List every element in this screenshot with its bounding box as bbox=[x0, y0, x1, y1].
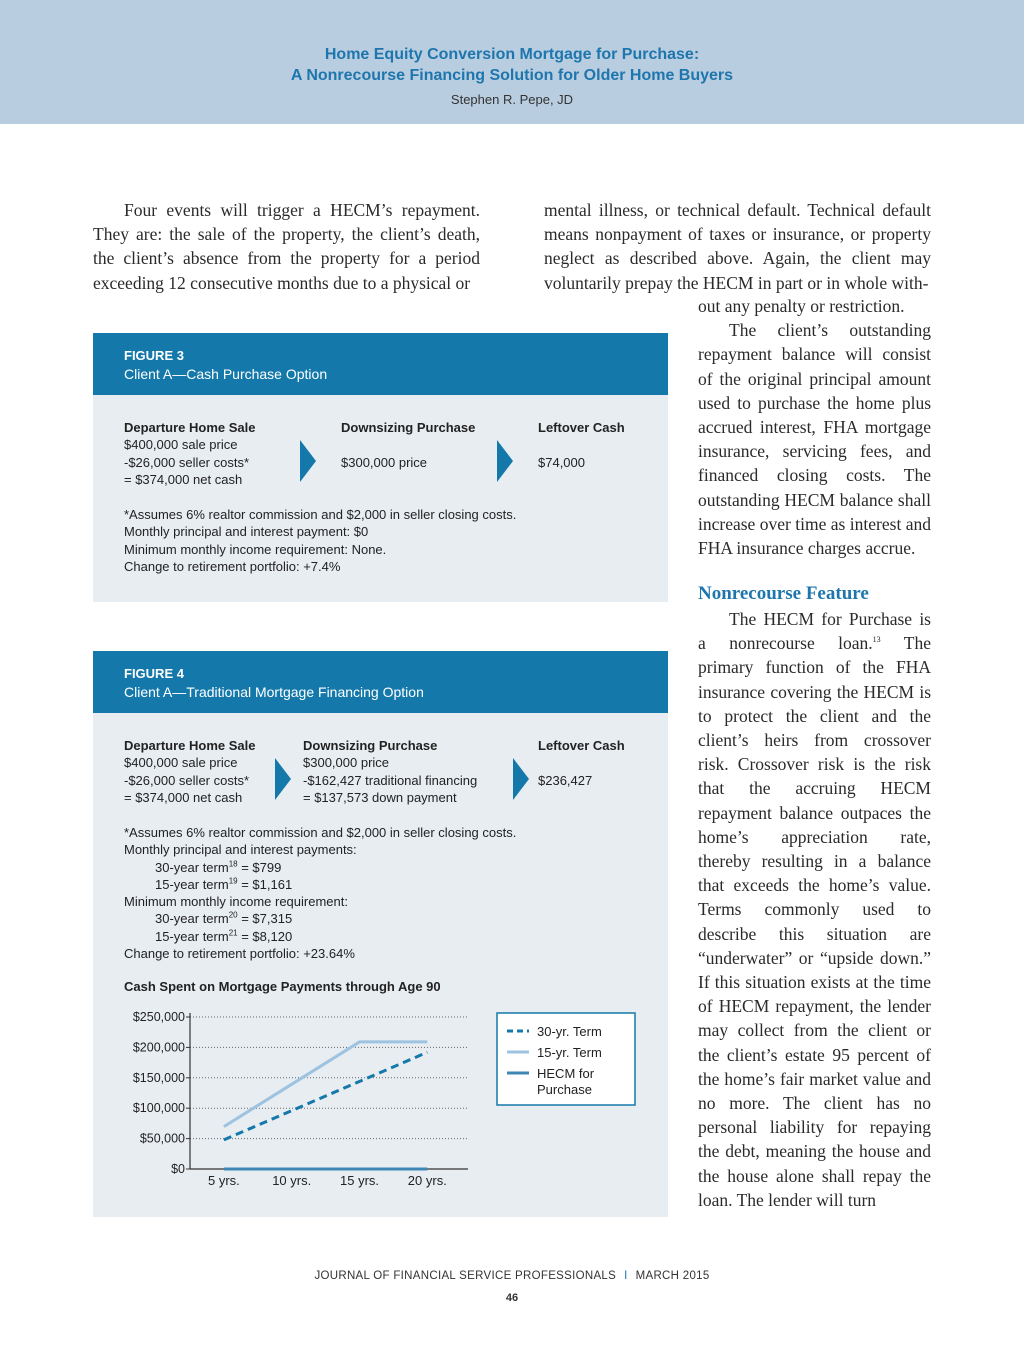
series-line-15yr-term bbox=[224, 1042, 427, 1127]
note-30yr-payment bbox=[124, 859, 516, 876]
figure-4-subtitle: Client A—Traditional Mortgage Financing Option bbox=[124, 684, 424, 700]
figure-4-leftover-cash bbox=[538, 737, 625, 789]
net-cash: = $374,000 net cash bbox=[124, 471, 243, 487]
arrow-right-icon bbox=[275, 758, 291, 800]
note-assumptions: *Assumes 6% realtor commission and $2,000 in seller closing costs. bbox=[124, 507, 517, 522]
figure-3-downsizing-purchase bbox=[341, 419, 475, 471]
y-tick-label: $150,000 bbox=[132, 1070, 185, 1085]
down-payment: = $137,573 down payment bbox=[303, 789, 457, 805]
column-heading: Leftover Cash bbox=[538, 738, 625, 753]
footnote-ref: 21 bbox=[228, 928, 238, 938]
figure-3-title-bar bbox=[93, 333, 668, 395]
y-tick-label: $250,000 bbox=[132, 1010, 185, 1024]
figure-4-downsizing-purchase bbox=[303, 737, 477, 806]
column-heading: Departure Home Sale bbox=[124, 420, 256, 435]
term-label: 30-year term bbox=[155, 859, 229, 875]
figure-3-departure-sale bbox=[124, 419, 256, 488]
paragraph-nonrecourse bbox=[698, 607, 931, 1212]
term-value: = $799 bbox=[237, 859, 282, 875]
net-cash: = $374,000 net cash bbox=[124, 789, 243, 805]
note-assumptions: *Assumes 6% realtor commission and $2,000 in seller closing costs. bbox=[124, 825, 517, 840]
journal-footer bbox=[0, 1270, 1024, 1282]
purchase-price: $300,000 price bbox=[303, 755, 390, 771]
x-tick-label: 10 yrs. bbox=[272, 1173, 312, 1188]
journal-name: JOURNAL OF FINANCIAL SERVICE PROFESSIONALS bbox=[314, 1270, 617, 1282]
chart-title: Cash Spent on Mortgage Payments through Age 90 bbox=[124, 979, 441, 994]
figure-3-label: FIGURE 3 bbox=[124, 348, 184, 363]
note-15yr-payment bbox=[124, 876, 516, 893]
figure-3-notes bbox=[124, 506, 516, 575]
term-value: = $7,315 bbox=[237, 911, 293, 927]
figure-4-label: FIGURE 4 bbox=[124, 666, 184, 681]
x-tick-label: 20 yrs. bbox=[407, 1173, 447, 1188]
note-monthly-payment: Monthly principal and interest payment: $0 bbox=[124, 524, 369, 540]
page-number: 46 bbox=[505, 1292, 519, 1304]
legend-label-30yr: 30-yr. Term bbox=[537, 1024, 602, 1039]
chart-axes bbox=[133, 1010, 468, 1188]
body-column-3-top bbox=[698, 294, 931, 560]
term-label: 15-year term bbox=[155, 928, 229, 944]
arrow-right-icon bbox=[300, 440, 316, 482]
chart-legend bbox=[497, 1013, 635, 1105]
leftover-cash-value: $74,000 bbox=[538, 454, 585, 470]
article-title-line1: Home Equity Conversion Mortgage for Purchase: bbox=[324, 46, 700, 63]
footer-separator: I bbox=[624, 1270, 628, 1282]
arrow-right-icon bbox=[513, 758, 529, 800]
article-title-line2: A Nonrecourse Financing Solution for Older Home Buyers bbox=[290, 67, 734, 84]
nonrecourse-text-a: The HECM for Purchase is a nonrecourse loan. bbox=[698, 609, 931, 654]
issue-date: MARCH 2015 bbox=[635, 1270, 710, 1282]
figure-4-title-bar bbox=[93, 651, 668, 713]
term-value: = $8,120 bbox=[237, 928, 293, 944]
section-heading-nonrecourse: Nonrecourse Feature bbox=[698, 583, 869, 604]
y-tick-label: $100,000 bbox=[132, 1101, 185, 1116]
footnote-ref: 19 bbox=[228, 876, 238, 886]
figure-4 bbox=[93, 651, 668, 1217]
figure-4-departure-sale bbox=[124, 737, 256, 806]
legend-label-hecm-line2: Purchase bbox=[537, 1082, 592, 1097]
body-column-1 bbox=[93, 198, 480, 295]
author-name: Stephen R. Pepe, JD bbox=[450, 92, 574, 107]
paragraph-outstanding-balance: The client’s outstanding repayment balance will consist of the original principal amount used to purchase the home plus accrued interest, FHA mortgage insurance, servicing fees, and financed closing costs. The outstanding HECM balance shall increase over time as interest and FHA insurance charges accrue. bbox=[698, 320, 931, 559]
arrow-right-icon bbox=[497, 440, 513, 482]
term-value: = $1,161 bbox=[237, 876, 293, 892]
column-heading: Downsizing Purchase bbox=[303, 738, 438, 753]
column-heading: Departure Home Sale bbox=[124, 738, 256, 753]
legend-label-hecm-line1: HECM for bbox=[537, 1066, 595, 1081]
body-column-2 bbox=[544, 198, 931, 295]
footnote-ref-13: 13 bbox=[872, 635, 881, 645]
leftover-cash-value: $236,427 bbox=[538, 772, 593, 788]
purchase-price: $300,000 price bbox=[341, 454, 428, 470]
x-tick-label: 15 yrs. bbox=[340, 1173, 380, 1188]
note-monthly-payments: Monthly principal and interest payments: bbox=[124, 842, 357, 858]
y-tick-label: $200,000 bbox=[132, 1040, 185, 1055]
term-label: 15-year term bbox=[155, 876, 229, 892]
traditional-financing: -$162,427 traditional financing bbox=[303, 772, 478, 788]
figure-3 bbox=[93, 333, 668, 602]
body-column-3-bottom bbox=[698, 607, 931, 1212]
note-income-requirement: Minimum monthly income requirement: bbox=[124, 894, 348, 910]
y-tick-label: $0 bbox=[171, 1162, 185, 1176]
y-tick-label: $50,000 bbox=[139, 1131, 185, 1146]
note-portfolio-change: Change to retirement portfolio: +7.4% bbox=[124, 558, 341, 574]
figure-4-notes bbox=[124, 824, 516, 962]
header-band bbox=[0, 0, 1024, 124]
term-label: 30-year term bbox=[155, 911, 229, 927]
column-heading: Downsizing Purchase bbox=[341, 420, 476, 435]
note-15yr-income bbox=[124, 928, 516, 945]
mortgage-payments-chart bbox=[93, 997, 668, 1227]
chart-series bbox=[224, 1042, 427, 1169]
note-income-requirement: Minimum monthly income requirement: None. bbox=[124, 541, 387, 557]
note-30yr-income bbox=[124, 910, 516, 927]
note-portfolio-change: Change to retirement portfolio: +23.64% bbox=[124, 946, 355, 962]
footnote-ref: 20 bbox=[228, 911, 238, 921]
x-tick-label: 5 yrs. bbox=[208, 1173, 240, 1188]
figure-3-leftover-cash bbox=[538, 419, 625, 471]
sale-price: $400,000 sale price bbox=[124, 437, 238, 453]
nonrecourse-text-b: The primary function of the FHA insurance covering the HECM is to protect the client and the client’s heirs from crossover risk. Crossover risk is the risk that the accruing HECM repayment balance outpaces the home’s appreciation rate, thereby resulting in a balance that exceeds the home’s value. Terms commonly used to describe this situation are “underwater” or “upside down.” If this situation exists at the time of HECM repayment, the lender may collect from the client or the client’s estate 95 percent of the home’s fair market value and no more. The client has no personal liability for repaying the debt, meaning the house and the house alone shall repay the loan. The lender will turn bbox=[698, 633, 931, 1210]
paragraph-continuation: out any penalty or restriction. bbox=[698, 296, 905, 316]
paragraph-repayment-triggers: Four events will trigger a HECM’s repayment. They are: the sale of the property, the client’s death, the client’s absence from the property for a period exceeding 12 consecutive months due to a physical or bbox=[93, 200, 480, 293]
seller-costs: -$26,000 seller costs* bbox=[124, 772, 250, 788]
sale-price: $400,000 sale price bbox=[124, 755, 238, 771]
figure-3-subtitle: Client A—Cash Purchase Option bbox=[124, 366, 328, 382]
seller-costs: -$26,000 seller costs* bbox=[124, 454, 250, 470]
series-line-30yr-term bbox=[224, 1052, 427, 1140]
paragraph-technical-default: mental illness, or technical default. Technical default means nonpayment of taxes or insurance, or property neglect as described above. Again, the client may voluntarily prepay the HECM in part or in whole with- bbox=[544, 200, 931, 293]
column-heading: Leftover Cash bbox=[538, 420, 625, 435]
legend-label-15yr: 15-yr. Term bbox=[537, 1045, 602, 1060]
footnote-ref: 18 bbox=[228, 859, 238, 869]
